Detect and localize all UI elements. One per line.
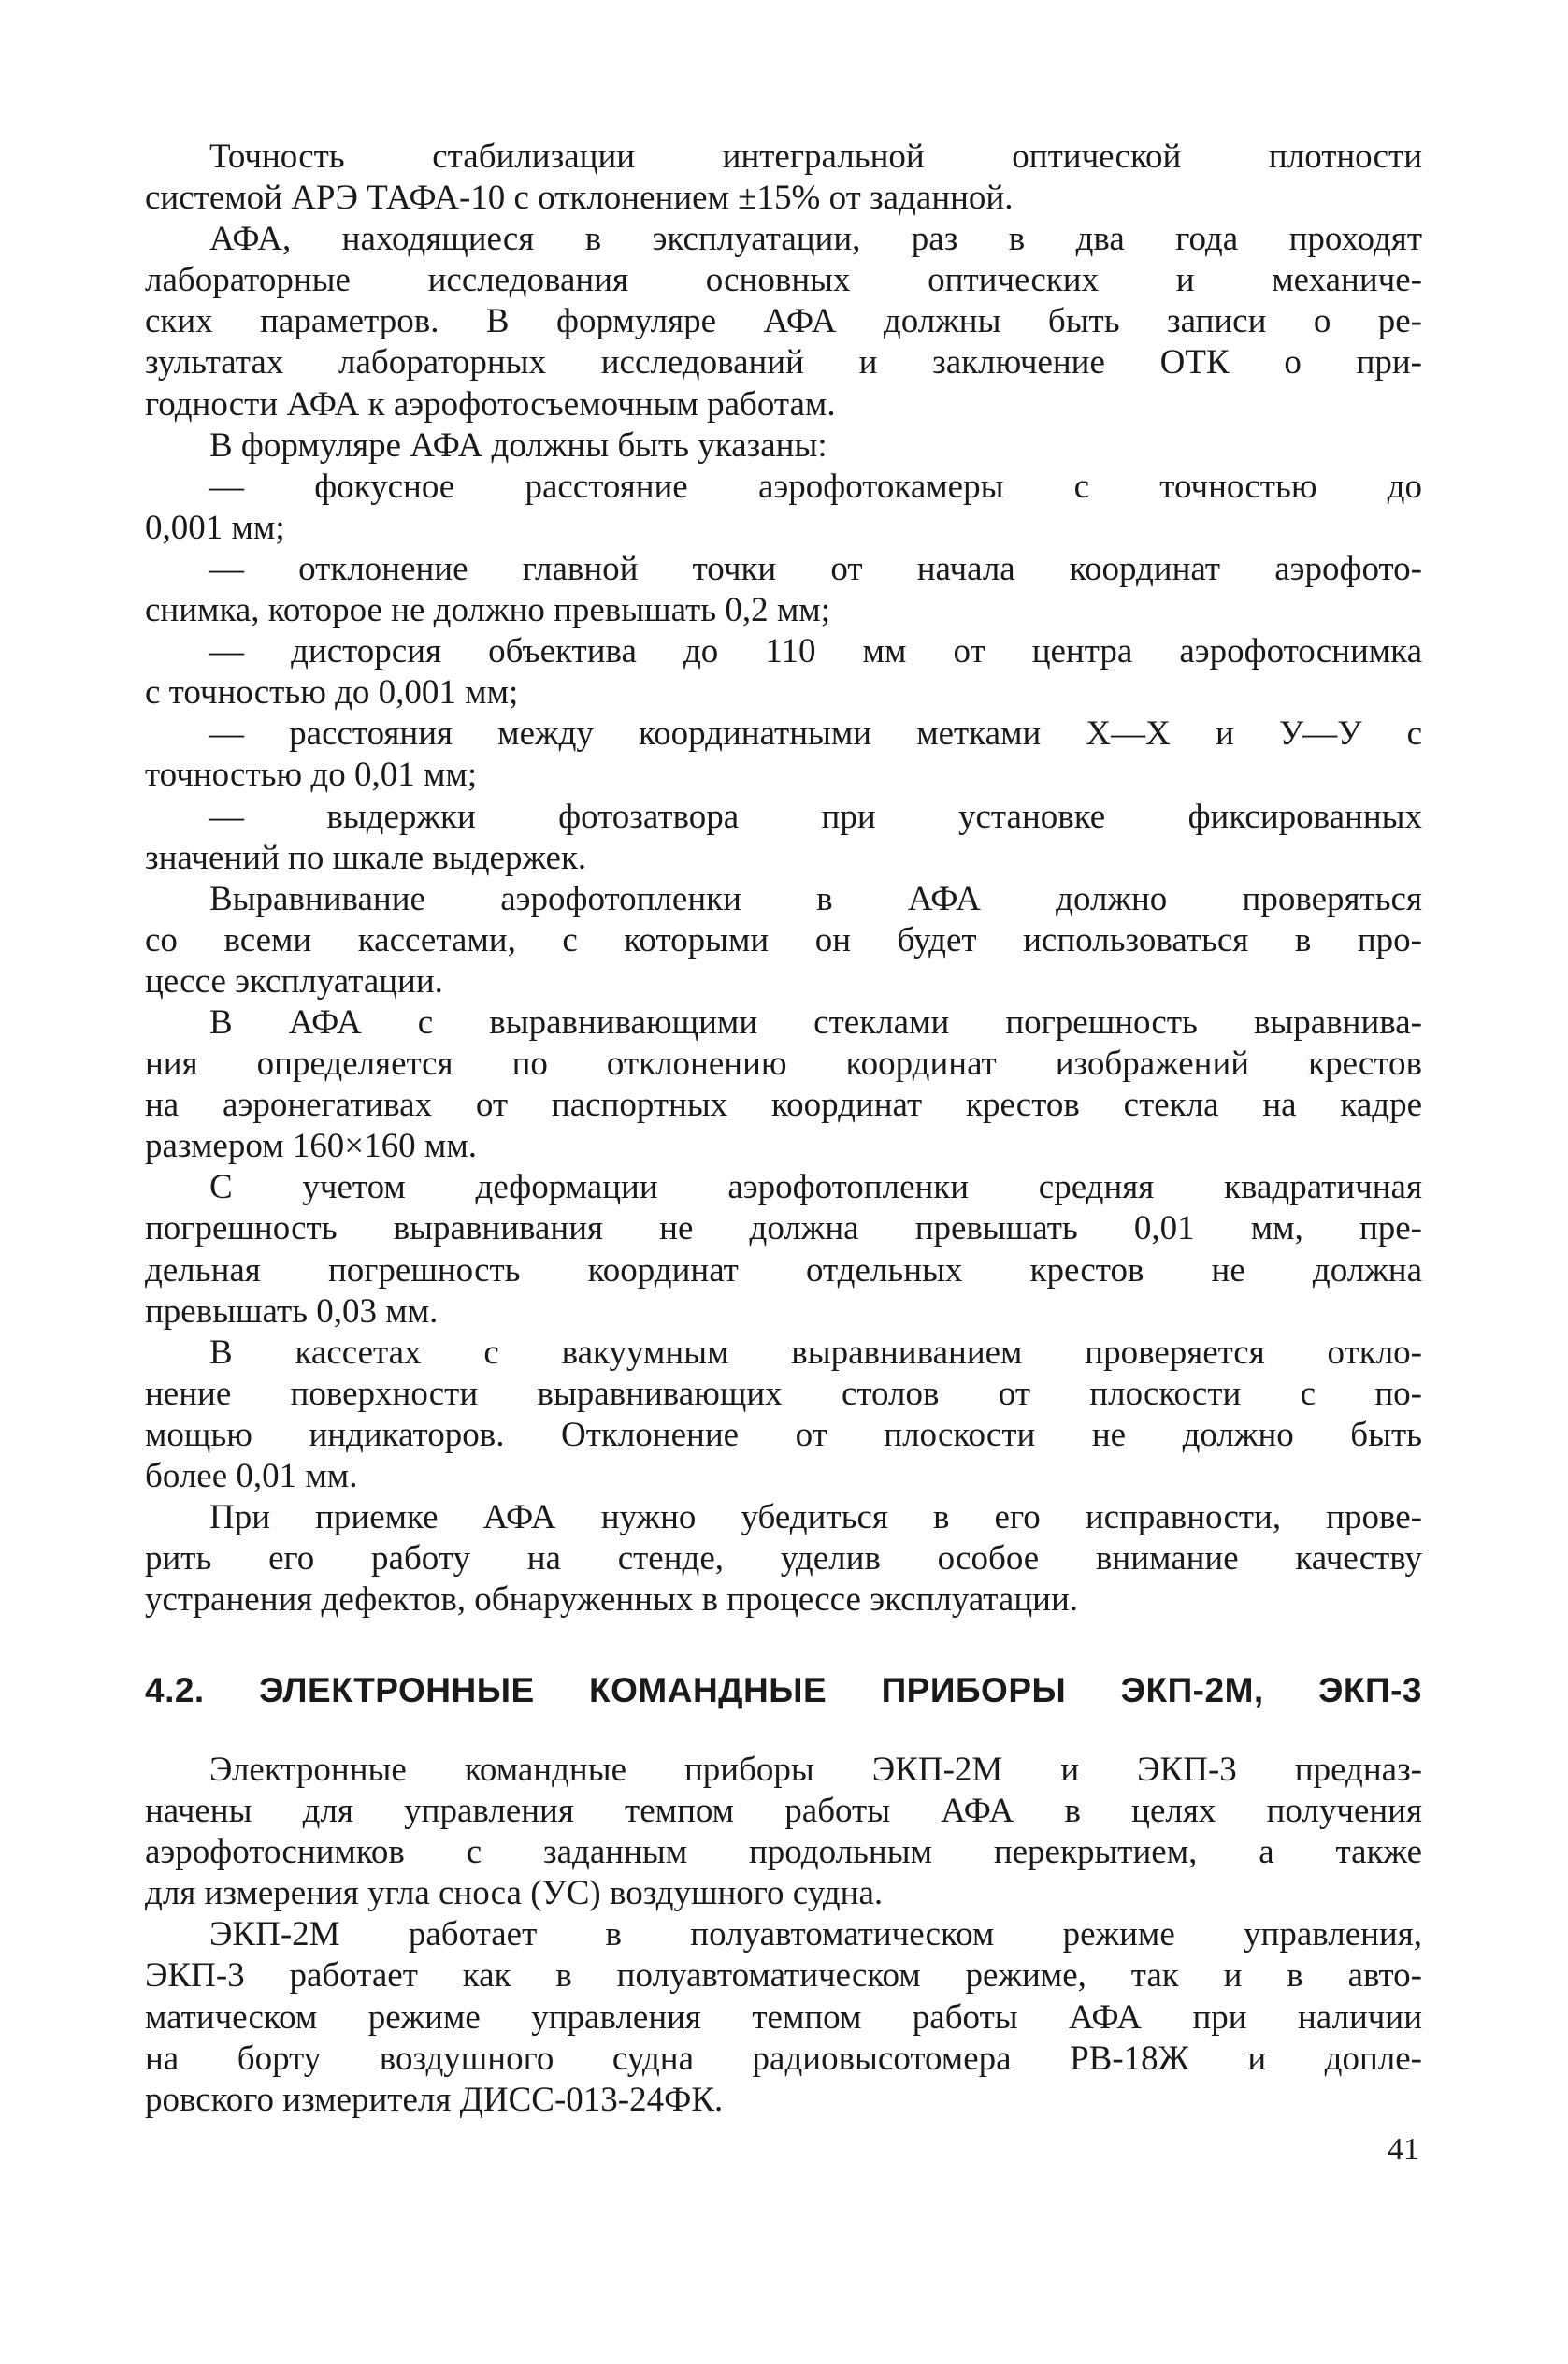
paragraph [145,1002,1422,1167]
paragraph [145,425,1422,467]
text-line: ЭКП-3 работает как в полуавтоматическом режиме, так и в авто- [145,1956,1422,1996]
paragraph [145,1750,1422,1914]
text-line: В АФА с выравнивающими стеклами погрешность выравнива- [209,1002,1422,1042]
text-line: — расстояния между координатными метками Х—Х и У—У с [209,714,1422,754]
text-line: для измерения угла сноса (УС) воздушного судна. [145,1874,884,1913]
body-text-section-1 [145,137,1422,1621]
text-line: В кассетах с вакуумным выравниванием проверяется откло- [209,1333,1422,1372]
text-line: АФА, находящиеся в эксплуатации, раз в два года проходят [209,220,1422,259]
text-line: со всеми кассетами, с которыми он будет использоваться в про- [145,920,1422,959]
text-line: ских параметров. В формуляре АФА должны быть записи о ре- [145,302,1422,341]
text-line: В формуляре АФА должны быть указаны: [209,425,827,465]
paragraph [145,714,1422,796]
paragraph [145,467,1422,549]
section-heading: 4.2. ЭЛЕКТРОННЫЕ КОМАНДНЫЕ ПРИБОРЫ ЭКП-2М, ЭКП-3 [145,1671,1422,1709]
text-line: погрешность выравнивания не должна превышать 0,01 мм, пре- [145,1209,1422,1248]
text-line: ЭКП-2М работает в полуавтоматическом режиме управления, [209,1915,1422,1954]
text-line: зультатах лабораторных исследований и заключение ОТК о при- [145,343,1422,382]
paragraph [145,1333,1422,1497]
text-line: на аэронегативах от паспортных координат крестов стекла на кадре [145,1086,1422,1125]
text-line: цессе эксплуатации. [145,961,443,1001]
text-line: Электронные командные приборы ЭКП-2М и ЭКП-3 предназ- [209,1751,1422,1789]
text-line: Точность стабилизации интегральной оптической плотности [209,137,1422,176]
text-line: рить его работу на стенде, уделив особое внимание качеству [145,1539,1422,1578]
page-number: 41 [1388,2132,1419,2167]
text-line: системой АРЭ ТАФА-10 с отклонением ±15% от заданной. [145,179,1014,218]
text-line: — отклонение главной точки от начала координат аэрофото- [209,549,1422,588]
text-line: С учетом деформации аэрофотопленки средняя квадратичная [209,1168,1422,1207]
text-line: размером 160×160 мм. [145,1127,478,1166]
text-line: точностью до 0,01 мм; [145,756,478,795]
paragraph [145,219,1422,425]
text-line: ровского измерителя ДИСС-013-24ФК. [145,2080,724,2119]
text-line: дельная погрешность координат отдельных крестов не должна [145,1250,1422,1290]
text-line: При приемке АФА нужно убедиться в его исправности, прове- [209,1498,1422,1537]
text-line: снимка, которое не должно превышать 0,2 мм; [145,591,830,630]
body-text-section-2 [145,1750,1422,2121]
paragraph [145,1914,1422,2120]
text-line: лабораторные исследования основных оптических и механиче- [145,261,1422,300]
text-line: годности АФА к аэрофотосъемочным работам. [145,384,836,424]
text-line: аэрофотоснимков с заданным продольным перекрытием, а также [145,1833,1422,1872]
text-line: 0,001 мм; [145,508,285,547]
text-line: — дисторсия объектива до 110 мм от центра аэрофотоснимка [209,632,1422,671]
text-line: нение поверхности выравнивающих столов от плоскости с по- [145,1374,1422,1413]
text-line: — фокусное расстояние аэрофотокамеры с точностью до [209,467,1422,506]
text-line: начены для управления темпом работы АФА в целях получения [145,1792,1422,1831]
paragraph [145,1167,1422,1332]
paragraph [145,137,1422,219]
text-line: мощью индикаторов. Отклонение от плоскости не должно быть [145,1415,1422,1454]
text-line: превышать 0,03 мм. [145,1291,439,1331]
text-line: значений по шкале выдержек. [145,838,587,877]
paragraph [145,879,1422,1002]
text-line: ния определяется по отклонению координат изображений крестов [145,1045,1422,1084]
text-line: с точностью до 0,001 мм; [145,673,519,713]
paragraph [145,631,1422,714]
paragraph [145,797,1422,879]
paragraph [145,549,1422,631]
text-line: на борту воздушного судна радиовысотомера РВ-18Ж и допле- [145,2039,1422,2078]
paragraph [145,1497,1422,1621]
text-line: Выравнивание аэрофотопленки в АФА должно проверяться [209,879,1422,918]
text-line: — выдержки фотозатвора при установке фиксированных [209,797,1422,836]
text-line: устранения дефектов, обнаруженных в процессе эксплуатации. [145,1580,1079,1620]
text-line: более 0,01 мм. [145,1457,358,1495]
text-line: матическом режиме управления темпом работы АФА при наличии [145,1997,1422,2037]
